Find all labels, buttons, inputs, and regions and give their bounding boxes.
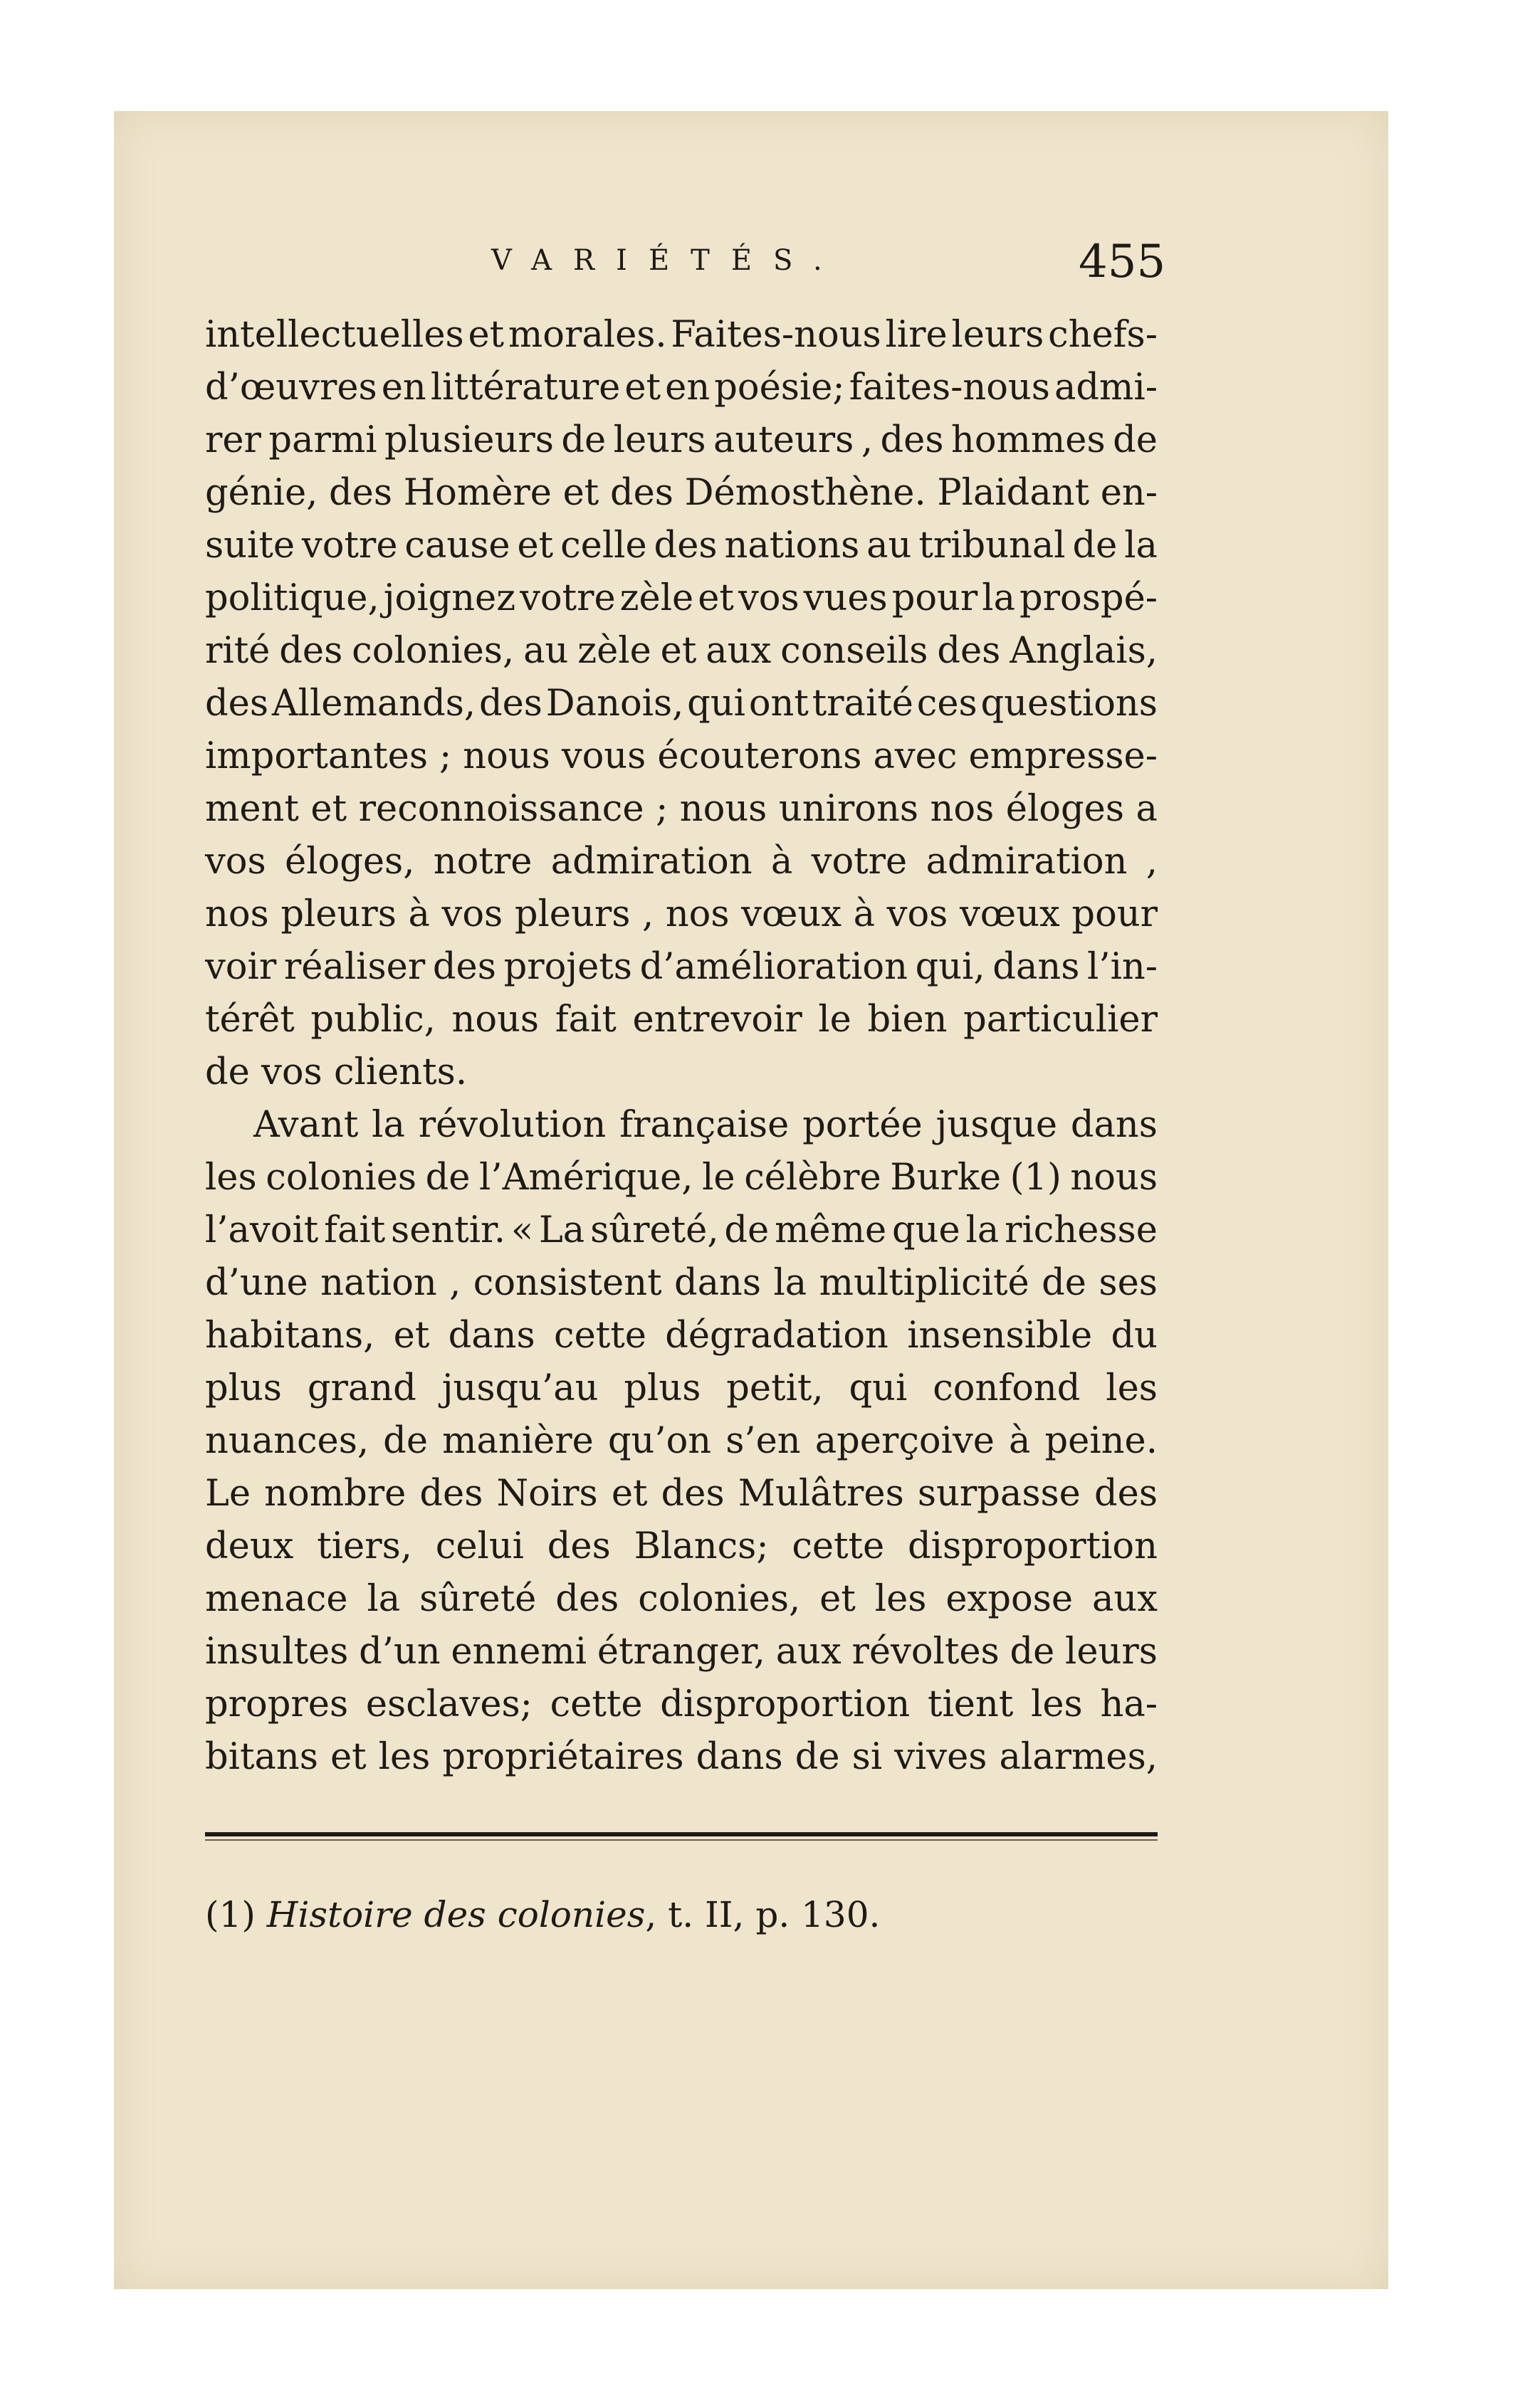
text-line: rer parmi plusieurs de leurs auteurs , des hommes de <box>205 419 1158 461</box>
text-line: deux tiers, celui des Blancs; cette disproportion <box>205 1525 1158 1567</box>
text-line: térêt public, nous fait entrevoir le bien particulier <box>205 999 1158 1041</box>
text-line: politique, joignez votre zèle et vos vues pour la prospé- <box>205 577 1158 619</box>
text-line: d’une nation , consistent dans la multiplicité de ses <box>205 1262 1158 1304</box>
footnote-title: Histoire des colonies <box>266 1894 646 1935</box>
text-line: l’avoit fait sentir. « La sûreté, de même que la richesse <box>205 1209 1158 1251</box>
text-line: suite votre cause et celle des nations au tribunal de la <box>205 525 1158 567</box>
text-line: d’œuvres en littérature et en poésie; faites-nous admi- <box>205 367 1158 409</box>
page-number: 455 <box>1079 236 1166 288</box>
text-line: génie, des Homère et des Démosthène. Plaidant en- <box>205 472 1158 514</box>
text-line: nuances, de manière qu’on s’en aperçoive à peine. <box>205 1420 1158 1462</box>
text-line: ment et reconnoissance ; nous unirons nos éloges a <box>205 788 1158 830</box>
text-line: vos éloges, notre admiration à votre admiration , <box>205 841 1158 883</box>
text-line: des Allemands, des Danois, qui ont traité ces questions <box>205 683 1158 725</box>
footnote-reference: , t. II, p. 130. <box>645 1894 881 1935</box>
running-head: VARIÉTÉS. <box>491 244 844 277</box>
footnote-rule <box>205 1832 1158 1836</box>
footnote-rule-thin <box>205 1839 1158 1841</box>
text-line: voir réaliser des projets d’amélioration qui, dans l’in- <box>205 946 1158 988</box>
footnote <box>205 1894 1158 1935</box>
body-text <box>205 309 1158 1784</box>
text-line: Avant la révolution française portée jusque dans <box>253 1104 1158 1146</box>
text-line: Le nombre des Noirs et des Mulâtres surpasse des <box>205 1473 1158 1515</box>
text-line: propres esclaves; cette disproportion tient les ha- <box>205 1683 1158 1725</box>
text-line: les colonies de l’Amérique, le célèbre Burke (1) nous <box>205 1157 1158 1199</box>
text-line: rité des colonies, au zèle et aux conseils des Anglais, <box>205 630 1158 672</box>
text-line: habitans, et dans cette dégradation insensible du <box>205 1315 1158 1357</box>
text-line: de vos clients. <box>205 1051 468 1093</box>
text-line: insultes d’un ennemi étranger, aux révoltes de leurs <box>205 1631 1158 1673</box>
text-line: menace la sûreté des colonies, et les expose aux <box>205 1578 1158 1620</box>
text-line: importantes ; nous vous écouterons avec empresse- <box>205 735 1158 777</box>
text-line: bitans et les propriétaires dans de si vives alarmes, <box>205 1736 1158 1778</box>
text-line: intellectuelles et morales. Faites-nous lire leurs chefs- <box>205 314 1158 356</box>
text-line: nos pleurs à vos pleurs , nos vœux à vos vœux pour <box>205 893 1158 935</box>
text-line: plus grand jusqu’au plus petit, qui confond les <box>205 1367 1158 1409</box>
book-page <box>114 111 1388 2289</box>
page-header <box>114 236 1388 293</box>
footnote-marker: (1) <box>205 1894 256 1935</box>
